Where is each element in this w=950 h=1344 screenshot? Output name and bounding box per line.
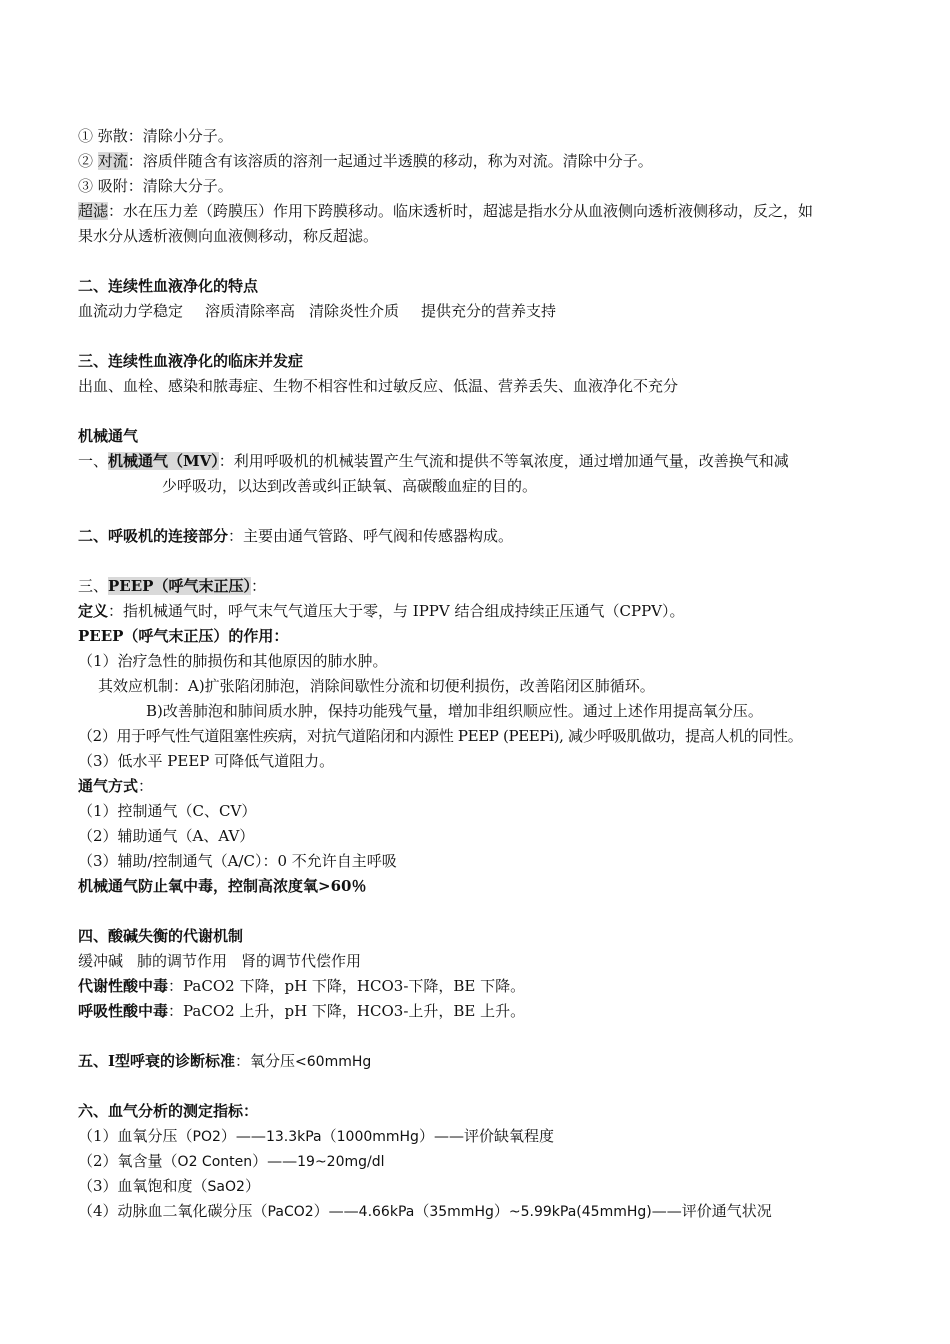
peep-mechanism-a: 其效应机制：A)扩张陷闭肺泡，消除间歇性分流和切便利损伤，改善陷闭区肺循环。 bbox=[98, 677, 655, 695]
convection-term: 对流 bbox=[97, 152, 128, 170]
peep-role-3: （3）低水平 PEEP 可降低气道阻力。 bbox=[78, 752, 335, 770]
respiratory-acidosis-line: 呼吸性酸中毒：PaCO2 上升，pH 下降，HCO3-上升，BE 上升。 bbox=[78, 1002, 526, 1020]
peep-heading: 三、PEEP（呼气末正压）： bbox=[78, 577, 266, 595]
peep-definition: 定义：指机械通气时，呼气末气气道压大于零，与 IPPV 结合组成持续正压通气（CPPV）。 bbox=[78, 602, 685, 620]
ventilation-mode-2: （2）辅助通气（A、AV） bbox=[78, 827, 255, 845]
section-4-mechanisms: 缓冲碱 肺的调节作用 肾的调节代偿作用 bbox=[78, 952, 362, 970]
mv-heading: 机械通气 bbox=[78, 427, 139, 445]
blood-gas-po2: （1）血氧分压（PO2）——13.3kPa（1000mmHg）——评价缺氧程度 bbox=[78, 1127, 554, 1145]
ventilation-mode-1: （1）控制通气（C、CV） bbox=[78, 802, 257, 820]
peep-term: PEEP（呼气末正压） bbox=[108, 577, 251, 595]
section-6-title: 六、血气分析的测定指标： bbox=[78, 1102, 259, 1120]
blood-gas-paco2: （4）动脉血二氧化碳分压（PaCO2）——4.66kPa（35mmHg）~5.99kPa(45mmHg)——评价通气状况 bbox=[78, 1202, 772, 1220]
section-4-title: 四、酸碱失衡的代谢机制 bbox=[78, 927, 244, 945]
document-page bbox=[78, 124, 878, 1224]
section-2-title: 二、连续性血液净化的特点 bbox=[78, 277, 259, 295]
blood-gas-sao2: （3）血氧饱和度（SaO2） bbox=[78, 1177, 260, 1195]
adsorption-line: ③ 吸附：清除大分子。 bbox=[78, 177, 233, 195]
mv-term: 机械通气（MV） bbox=[108, 452, 219, 470]
mv-definition-line: 一、机械通气（MV）：利用呼吸机的机械装置产生气流和提供不等氧浓度，通过增加通气量，改善换气和减 bbox=[78, 452, 789, 470]
ultrafiltration-term: 超滤 bbox=[78, 202, 109, 220]
convection-line: ② 对流：溶质伴随含有该溶质的溶剂一起通过半透膜的移动，称为对流。清除中分子。 bbox=[78, 152, 653, 170]
oxygen-toxicity-warning: 机械通气防止氧中毒，控制高浓度氧>60％ bbox=[78, 877, 367, 895]
section-2-features: 血流动力学稳定 溶质清除率高 清除炎性介质 提供充分的营养支持 bbox=[78, 302, 557, 320]
ultrafiltration-line: 超滤：水在压力差（跨膜压）作用下跨膜移动。临床透析时，超滤是指水分从血液侧向透析液侧移动，反之，如 bbox=[78, 202, 814, 220]
section-3-title: 三、连续性血液净化的临床并发症 bbox=[78, 352, 304, 370]
section-5-line: 五、I型呼衰的诊断标准：氧分压<60mmHg bbox=[78, 1052, 372, 1070]
ventilator-connection-line: 二、呼吸机的连接部分：主要由通气管路、呼气阀和传感器构成。 bbox=[78, 527, 514, 545]
peep-role-heading: PEEP（呼气末正压）的作用： bbox=[78, 627, 289, 645]
peep-role-2: （2）用于呼气性气道阻塞性疾病，对抗气道陷闭和内源性 PEEP (PEEPi), 减少呼吸肌做功，提高人机的同性。 bbox=[78, 727, 803, 745]
metabolic-acidosis-line: 代谢性酸中毒：PaCO2 下降，pH 下降，HCO3-下降，BE 下降。 bbox=[78, 977, 526, 995]
blood-gas-o2-content: （2）氧含量（O2 Conten）——19~20mg/dl bbox=[78, 1152, 385, 1170]
ventilation-mode-3: （3）辅助/控制通气（A/C）：0 不允许自主呼吸 bbox=[78, 852, 397, 870]
mv-definition-line-2: 少呼吸功，以达到改善或纠正缺氧、高碳酸血症的目的。 bbox=[162, 477, 538, 495]
ventilation-mode-heading: 通气方式： bbox=[78, 777, 154, 795]
ultrafiltration-line-2: 果水分从透析液侧向血液侧移动，称反超滤。 bbox=[78, 227, 379, 245]
peep-mechanism-b: B)改善肺泡和肺间质水肿，保持功能残气量，增加非组织顺应性。通过上述作用提高氧分压。 bbox=[146, 702, 763, 720]
diffusion-line: ① 弥散：清除小分子。 bbox=[78, 127, 233, 145]
section-3-body: 出血、血栓、感染和脓毒症、生物不相容性和过敏反应、低温、营养丢失、血液净化不充分 bbox=[78, 377, 679, 395]
peep-role-1: （1）治疗急性的肺损伤和其他原因的肺水肿。 bbox=[78, 652, 388, 670]
